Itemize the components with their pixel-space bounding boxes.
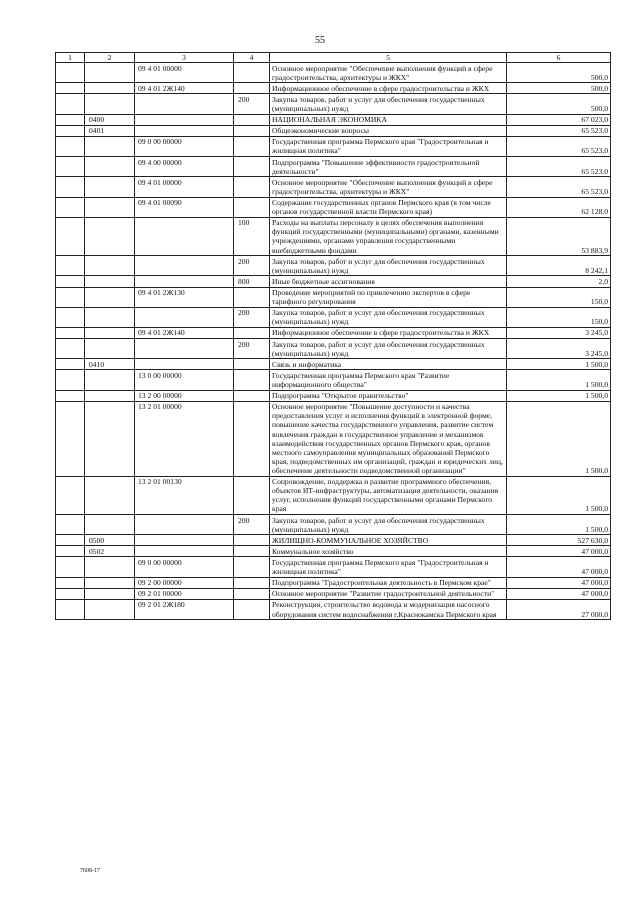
table-row [56,599,611,619]
expense-type-code-cell [234,370,270,390]
expense-type-code-cell [234,63,270,83]
table-row [56,390,611,401]
section-code-cell [56,94,85,114]
item-name-cell: Подпрограмма "Открытое правительство" [270,390,507,401]
amount-cell: 1 500,0 [507,515,611,535]
item-name-cell: Расходы на выплаты персоналу в целях обеспечения выполнения функций государственными (муниципальными) органами, казенными учреждениями, органами управления государственными внебюджетными фондами [270,217,507,255]
amount-cell: 53 883,9 [507,217,611,255]
expense-type-code-cell [234,599,270,619]
item-name-cell: Основное мероприятие "Развитие градостроительной деятельности" [270,588,507,599]
amount-cell: 2,0 [507,276,611,287]
target-item-code-cell [135,359,234,370]
subsection-code-cell [85,370,135,390]
subsection-code-cell [85,515,135,535]
amount-cell: 47 000,0 [507,577,611,588]
amount-cell: 500,0 [507,63,611,83]
section-code-cell [56,83,85,94]
subsection-code-cell [85,287,135,307]
subsection-code-cell [85,136,135,156]
subsection-code-cell [85,588,135,599]
item-name-cell: Основное мероприятие "Обеспечение выполнения функций в сфере градостроительства, архитектуры и ЖКХ" [270,63,507,83]
amount-cell: 527 630,0 [507,535,611,546]
expense-type-code-cell [234,125,270,136]
subsection-code-cell [85,276,135,287]
table-row [56,307,611,327]
item-name-cell: Подпрограмма "Повышение эффективности градостроительной деятельности" [270,157,507,177]
page-number: 55 [315,35,325,46]
table-row [56,125,611,136]
target-item-code-cell [135,125,234,136]
expense-type-code-cell [234,157,270,177]
document-code: 7608-17 [80,868,100,874]
section-code-cell [56,307,85,327]
expense-type-code-cell [234,327,270,338]
table-row [56,287,611,307]
target-item-code-cell: 09 2 01 2Ж180 [135,599,234,619]
expense-type-code-cell [234,535,270,546]
subsection-code-cell [85,307,135,327]
expense-type-code-cell: 800 [234,276,270,287]
amount-cell: 65 523,0 [507,157,611,177]
target-item-code-cell: 09 2 00 00000 [135,577,234,588]
column-header: 5 [270,53,507,63]
subsection-code-cell [85,63,135,83]
table-row [56,339,611,359]
target-item-code-cell [135,276,234,287]
subsection-code-cell: 0400 [85,114,135,125]
section-code-cell [56,557,85,577]
section-code-cell [56,535,85,546]
expense-type-code-cell: 200 [234,94,270,114]
target-item-code-cell [135,256,234,276]
section-code-cell [56,577,85,588]
column-header: 3 [135,53,234,63]
target-item-code-cell [135,217,234,255]
target-item-code-cell: 09 4 01 00090 [135,197,234,217]
expense-type-code-cell [234,476,270,514]
column-header: 2 [85,53,135,63]
target-item-code-cell [135,339,234,359]
subsection-code-cell [85,256,135,276]
section-code-cell [56,114,85,125]
subsection-code-cell [85,327,135,338]
target-item-code-cell: 09 2 01 00000 [135,588,234,599]
amount-cell: 150,0 [507,287,611,307]
column-header: 4 [234,53,270,63]
subsection-code-cell [85,94,135,114]
table-row [56,177,611,197]
amount-cell: 500,0 [507,94,611,114]
item-name-cell: Основное мероприятие "Повышение доступности и качества предоставления услуг и исполнения функций в электронной форме, повышение качества государственного управления, развитие систем вовлечения граждан в государственное управление и механизмов взаимодействия государственных органов Пермского края, органов местного самоуправления муниципальных образований Пермского края, подведомственных им организаций, граждан и юридических лиц, обеспечение деятельности подведомственной организации" [270,401,507,476]
table-row [56,476,611,514]
table-row [56,276,611,287]
expense-type-code-cell [234,359,270,370]
section-code-cell [56,588,85,599]
section-code-cell [56,599,85,619]
subsection-code-cell [85,339,135,359]
table-row [56,114,611,125]
section-code-cell [56,476,85,514]
expense-type-code-cell [234,577,270,588]
item-name-cell: Государственная программа Пермского края "Развитие информационного общества" [270,370,507,390]
subsection-code-cell [85,401,135,476]
item-name-cell: Государственная программа Пермского края "Градостроительная и жилищная политика" [270,136,507,156]
table-row [56,588,611,599]
table-row [56,94,611,114]
subsection-code-cell: 0401 [85,125,135,136]
amount-cell: 1 500,0 [507,401,611,476]
item-name-cell: Закупка товаров, работ и услуг для обеспечения государственных (муниципальных) нужд [270,339,507,359]
target-item-code-cell: 09 4 01 2Ж140 [135,327,234,338]
table-row [56,327,611,338]
subsection-code-cell [85,599,135,619]
amount-cell: 3 245,0 [507,339,611,359]
target-item-code-cell: 09 0 00 00000 [135,136,234,156]
target-item-code-cell: 09 4 01 2Ж130 [135,287,234,307]
column-header: 1 [56,53,85,63]
target-item-code-cell [135,535,234,546]
section-code-cell [56,157,85,177]
amount-cell: 65 523,0 [507,177,611,197]
item-name-cell: Государственная программа Пермского края "Градостроительная и жилищная политика" [270,557,507,577]
table-header-row [56,53,611,63]
expense-type-code-cell: 100 [234,217,270,255]
item-name-cell: Сопровождение, поддержка и развитие программного обеспечения, объектов ИТ-инфраструктуры, автоматизация деятельности, оказания услуг, исполнения функций государственными органами Пермского края [270,476,507,514]
subsection-code-cell [85,177,135,197]
target-item-code-cell: 13 0 00 00000 [135,370,234,390]
table-row [56,359,611,370]
expense-type-code-cell [234,401,270,476]
section-code-cell [56,546,85,557]
section-code-cell [56,401,85,476]
target-item-code-cell [135,515,234,535]
table-row [56,157,611,177]
section-code-cell [56,256,85,276]
item-name-cell: Коммунальное хозяйство [270,546,507,557]
item-name-cell: Подпрограмма "Градостроительная деятельность в Пермском крае" [270,577,507,588]
item-name-cell: Реконструкция, строительство водовода и модернизация насосного оборудования систем водоснабжения г.Краснокамска Пермского края [270,599,507,619]
amount-cell: 65 523,0 [507,125,611,136]
target-item-code-cell [135,114,234,125]
amount-cell: 62 128,0 [507,197,611,217]
item-name-cell: НАЦИОНАЛЬНАЯ ЭКОНОМИКА [270,114,507,125]
table-row [56,256,611,276]
item-name-cell: Проведение мероприятий по привлечению экспертов в сфере тарифного регулирования [270,287,507,307]
expense-type-code-cell [234,557,270,577]
item-name-cell: Закупка товаров, работ и услуг для обеспечения государственных (муниципальных) нужд [270,256,507,276]
subsection-code-cell [85,217,135,255]
section-code-cell [56,276,85,287]
item-name-cell: Информационное обеспечение в сфере градостроительства и ЖКХ [270,83,507,94]
table-row [56,546,611,557]
subsection-code-cell: 0500 [85,535,135,546]
amount-cell: 1 500,0 [507,370,611,390]
target-item-code-cell: 13 2 01 00000 [135,401,234,476]
section-code-cell [56,515,85,535]
target-item-code-cell [135,94,234,114]
expense-type-code-cell: 200 [234,256,270,276]
table-row [56,197,611,217]
amount-cell: 1 500,0 [507,390,611,401]
amount-cell: 8 242,1 [507,256,611,276]
amount-cell: 3 245,0 [507,327,611,338]
section-code-cell [56,197,85,217]
subsection-code-cell [85,157,135,177]
expense-type-code-cell [234,114,270,125]
table-row [56,136,611,156]
subsection-code-cell [85,197,135,217]
amount-cell: 150,0 [507,307,611,327]
target-item-code-cell [135,307,234,327]
table-row [56,401,611,476]
amount-cell: 1 500,0 [507,476,611,514]
table-row [56,557,611,577]
subsection-code-cell [85,577,135,588]
section-code-cell [56,359,85,370]
expense-type-code-cell [234,83,270,94]
item-name-cell: Закупка товаров, работ и услуг для обеспечения государственных (муниципальных) нужд [270,94,507,114]
item-name-cell: Информационное обеспечение в сфере градостроительства и ЖКХ [270,327,507,338]
target-item-code-cell: 13 2 01 00130 [135,476,234,514]
amount-cell: 47 000,0 [507,588,611,599]
item-name-cell: Закупка товаров, работ и услуг для обеспечения государственных (муниципальных) нужд [270,307,507,327]
item-name-cell: Основное мероприятие "Обеспечение выполнения функций в сфере градостроительства, архитектуры и ЖКХ" [270,177,507,197]
expense-type-code-cell [234,136,270,156]
target-item-code-cell: 09 0 00 00000 [135,557,234,577]
expense-type-code-cell: 200 [234,515,270,535]
expense-type-code-cell [234,197,270,217]
amount-cell: 65 523,0 [507,136,611,156]
target-item-code-cell [135,546,234,557]
target-item-code-cell: 09 4 00 00000 [135,157,234,177]
section-code-cell [56,390,85,401]
item-name-cell: ЖИЛИЩНО-КОММУНАЛЬНОЕ ХОЗЯЙСТВО [270,535,507,546]
section-code-cell [56,287,85,307]
subsection-code-cell [85,390,135,401]
expense-type-code-cell [234,287,270,307]
section-code-cell [56,370,85,390]
table-row [56,577,611,588]
item-name-cell: Содержание государственных органов Пермского края (в том числе органов государственной власти Пермского края) [270,197,507,217]
table-row [56,370,611,390]
target-item-code-cell: 13 2 00 00000 [135,390,234,401]
budget-table [55,52,611,620]
expense-type-code-cell [234,390,270,401]
amount-cell: 67 023,0 [507,114,611,125]
section-code-cell [56,177,85,197]
expense-type-code-cell: 200 [234,307,270,327]
expense-type-code-cell [234,177,270,197]
expense-type-code-cell: 200 [234,339,270,359]
table-row [56,217,611,255]
subsection-code-cell: 0502 [85,546,135,557]
amount-cell: 47 000,0 [507,557,611,577]
expense-type-code-cell [234,546,270,557]
amount-cell: 1 500,0 [507,359,611,370]
item-name-cell: Закупка товаров, работ и услуг для обеспечения государственных (муниципальных) нужд [270,515,507,535]
item-name-cell: Общеэкономические вопросы [270,125,507,136]
target-item-code-cell: 09 4 01 00000 [135,177,234,197]
amount-cell: 500,0 [507,83,611,94]
section-code-cell [56,63,85,83]
table-row [56,83,611,94]
subsection-code-cell [85,83,135,94]
expense-type-code-cell [234,588,270,599]
section-code-cell [56,327,85,338]
table-row [56,515,611,535]
table-row [56,63,611,83]
subsection-code-cell [85,476,135,514]
column-header: 6 [507,53,611,63]
item-name-cell: Иные бюджетные ассигнования [270,276,507,287]
table-row [56,535,611,546]
target-item-code-cell: 09 4 01 00000 [135,63,234,83]
section-code-cell [56,125,85,136]
item-name-cell: Связь и информатика [270,359,507,370]
section-code-cell [56,136,85,156]
amount-cell: 47 000,0 [507,546,611,557]
amount-cell: 27 000,0 [507,599,611,619]
section-code-cell [56,339,85,359]
subsection-code-cell [85,557,135,577]
section-code-cell [56,217,85,255]
target-item-code-cell: 09 4 01 2Ж140 [135,83,234,94]
subsection-code-cell: 0410 [85,359,135,370]
